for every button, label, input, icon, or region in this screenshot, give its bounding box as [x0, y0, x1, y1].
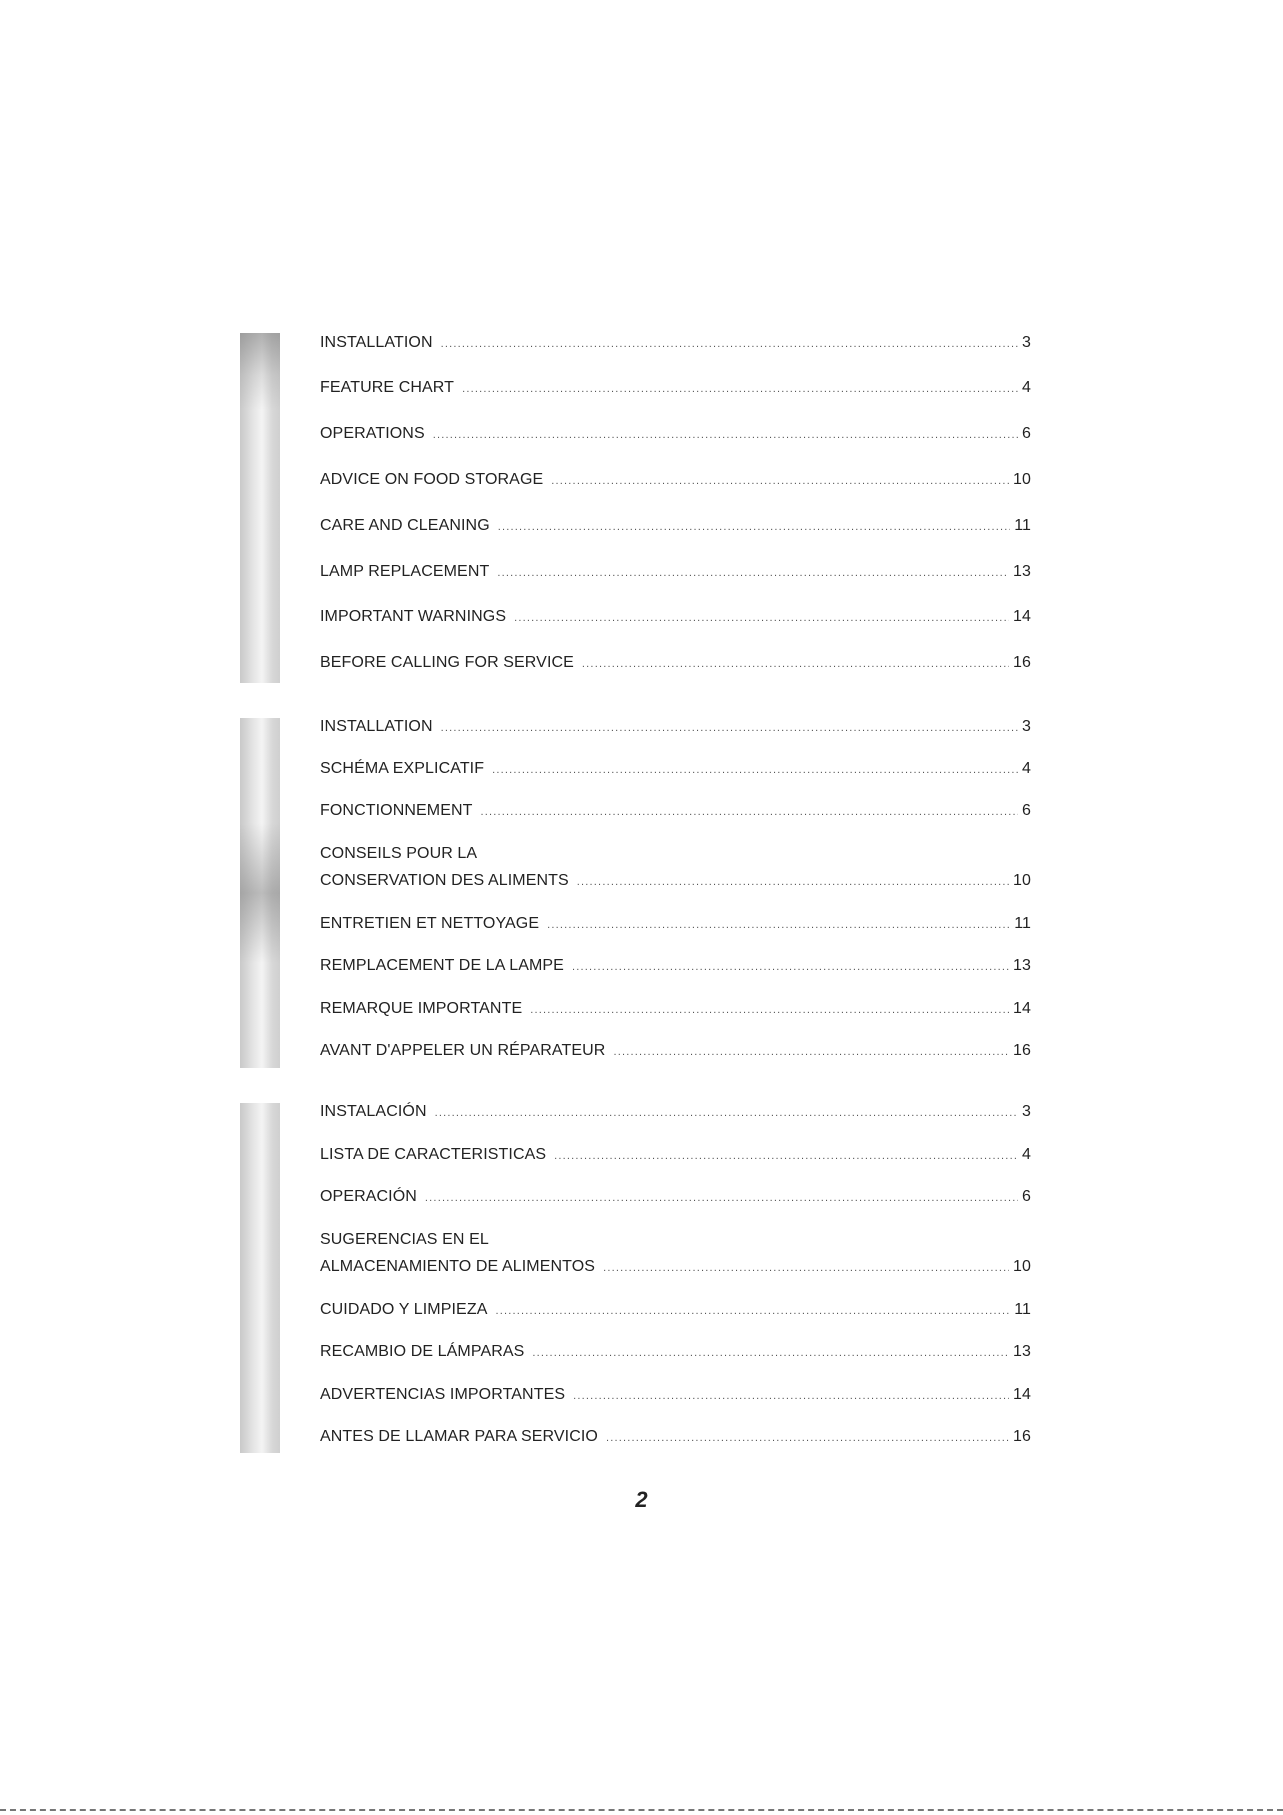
section-tab-spanish [240, 1103, 280, 1453]
toc-entry-page: 16 [1013, 1042, 1031, 1059]
toc-entry-page: 14 [1013, 1000, 1031, 1017]
dot-leader [425, 1189, 1018, 1208]
toc-entry-label-line1: CONSEILS POUR LA [320, 845, 478, 862]
toc-entry-page: 3 [1022, 334, 1031, 351]
toc-entry-page: 11 [1014, 915, 1031, 932]
dot-leader [462, 380, 1018, 399]
dot-leader [433, 426, 1018, 445]
toc-entry-label: ANTES DE LLAMAR PARA SERVICIO [320, 1428, 598, 1445]
toc-entry-label: ENTRETIEN ET NETTOYAGE [320, 915, 540, 932]
toc-entry-label: INSTALACIÓN [320, 1103, 427, 1120]
dot-leader [492, 761, 1018, 780]
dot-leader [497, 564, 1009, 583]
toc-entry-label: OPERATIONS [320, 425, 425, 442]
toc-entry[interactable] [320, 378, 1031, 399]
dot-leader [582, 655, 1009, 674]
dot-leader [530, 1001, 1009, 1020]
toc-entry[interactable] [320, 1041, 1031, 1062]
dot-leader [481, 803, 1018, 822]
toc-entry[interactable] [320, 801, 1031, 822]
toc-entry-page: 11 [1014, 517, 1031, 534]
toc-entry-page: 13 [1013, 1343, 1031, 1360]
toc-entry-page: 11 [1014, 1301, 1031, 1318]
toc-entry-page: 13 [1013, 957, 1031, 974]
toc-entry[interactable] [320, 914, 1031, 935]
toc-entry[interactable] [320, 1187, 1031, 1208]
toc-entry-label: INSTALLATION [320, 334, 433, 351]
toc-entry-label: IMPORTANT WARNINGS [320, 608, 507, 625]
toc-entry[interactable] [320, 1385, 1031, 1406]
toc-entry-label: RECAMBIO DE LÁMPARAS [320, 1343, 525, 1360]
toc-entry-page: 10 [1013, 471, 1031, 488]
toc-entry-page: 4 [1022, 379, 1031, 396]
dot-leader [495, 1302, 1010, 1321]
dot-leader [441, 719, 1018, 738]
toc-entry[interactable] [320, 956, 1031, 977]
toc-entry[interactable] [320, 999, 1031, 1020]
toc-entry[interactable] [320, 562, 1031, 583]
toc-entry-label: INSTALLATION [320, 718, 433, 735]
toc-entry-label: ALMACENAMIENTO DE ALIMENTOS [320, 1258, 596, 1275]
toc-entry[interactable] [320, 1342, 1031, 1363]
toc-entry-page: 16 [1013, 1428, 1031, 1445]
toc-entry-label: FONCTIONNEMENT [320, 802, 473, 819]
dot-leader [572, 958, 1009, 977]
toc-entry[interactable] [320, 1300, 1031, 1321]
toc-entry-label: CARE AND CLEANING [320, 517, 490, 534]
page-number: 2 [635, 1487, 648, 1512]
toc-entry[interactable] [320, 333, 1031, 354]
toc-entry[interactable] [320, 653, 1031, 674]
dot-leader [554, 1147, 1018, 1166]
toc-entry[interactable] [320, 1145, 1031, 1166]
dot-leader [547, 916, 1010, 935]
toc-entry-label-line1: SUGERENCIAS EN EL [320, 1231, 489, 1248]
toc-entry-label: AVANT D'APPELER UN RÉPARATEUR [320, 1042, 606, 1059]
toc-entry-label: ADVICE ON FOOD STORAGE [320, 471, 544, 488]
toc-entry-label: CUIDADO Y LIMPIEZA [320, 1301, 488, 1318]
toc-entry-page: 10 [1013, 1258, 1031, 1275]
toc-entry-label: REMARQUE IMPORTANTE [320, 1000, 523, 1017]
toc-entry[interactable] [320, 424, 1031, 445]
toc-entry-page: 4 [1022, 1146, 1031, 1163]
dot-leader [498, 518, 1010, 537]
toc-entry-label: SCHÉMA EXPLICATIF [320, 760, 485, 777]
dot-leader [441, 335, 1018, 354]
toc-entry[interactable] [320, 1102, 1031, 1123]
dot-leader [435, 1104, 1018, 1123]
toc-entry-page: 4 [1022, 760, 1031, 777]
dot-leader [551, 472, 1009, 491]
dot-leader [613, 1043, 1009, 1062]
toc-entry-page: 3 [1022, 718, 1031, 735]
section-tab-english [240, 333, 280, 683]
toc-entry-page: 6 [1022, 1188, 1031, 1205]
toc-entry[interactable] [320, 1230, 1031, 1278]
toc-entry-label: REMPLACEMENT DE LA LAMPE [320, 957, 564, 974]
toc-entry-page: 14 [1013, 1386, 1031, 1403]
toc-entry-label: OPERACIÓN [320, 1188, 417, 1205]
toc-entry-page: 3 [1022, 1103, 1031, 1120]
toc-entry-page: 6 [1022, 425, 1031, 442]
dot-leader [606, 1429, 1009, 1448]
toc-entry-page: 16 [1013, 654, 1031, 671]
toc-entry[interactable] [320, 607, 1031, 628]
toc-entry-page: 6 [1022, 802, 1031, 819]
dot-leader [577, 873, 1009, 892]
toc-entry-label: ADVERTENCIAS IMPORTANTES [320, 1386, 566, 1403]
toc-entry-page: 13 [1013, 563, 1031, 580]
toc-entry[interactable] [320, 717, 1031, 738]
toc-entry-label: CONSERVATION DES ALIMENTS [320, 872, 569, 889]
toc-entry[interactable] [320, 1427, 1031, 1448]
toc-entry[interactable] [320, 516, 1031, 537]
dot-leader [514, 609, 1009, 628]
bottom-divider [0, 1809, 1283, 1813]
toc-entry-label: LAMP REPLACEMENT [320, 563, 490, 580]
toc-entry[interactable] [320, 470, 1031, 491]
toc-entry[interactable] [320, 759, 1031, 780]
toc-entry-label: BEFORE CALLING FOR SERVICE [320, 654, 574, 671]
toc-entry-page: 10 [1013, 872, 1031, 889]
dot-leader [603, 1259, 1009, 1278]
toc-entry[interactable] [320, 844, 1031, 892]
toc-entry-label: LISTA DE CARACTERISTICAS [320, 1146, 547, 1163]
toc-entry-label: FEATURE CHART [320, 379, 455, 396]
section-tab-french [240, 718, 280, 1068]
dot-leader [532, 1344, 1009, 1363]
toc-entry-page: 14 [1013, 608, 1031, 625]
dot-leader [573, 1387, 1009, 1406]
